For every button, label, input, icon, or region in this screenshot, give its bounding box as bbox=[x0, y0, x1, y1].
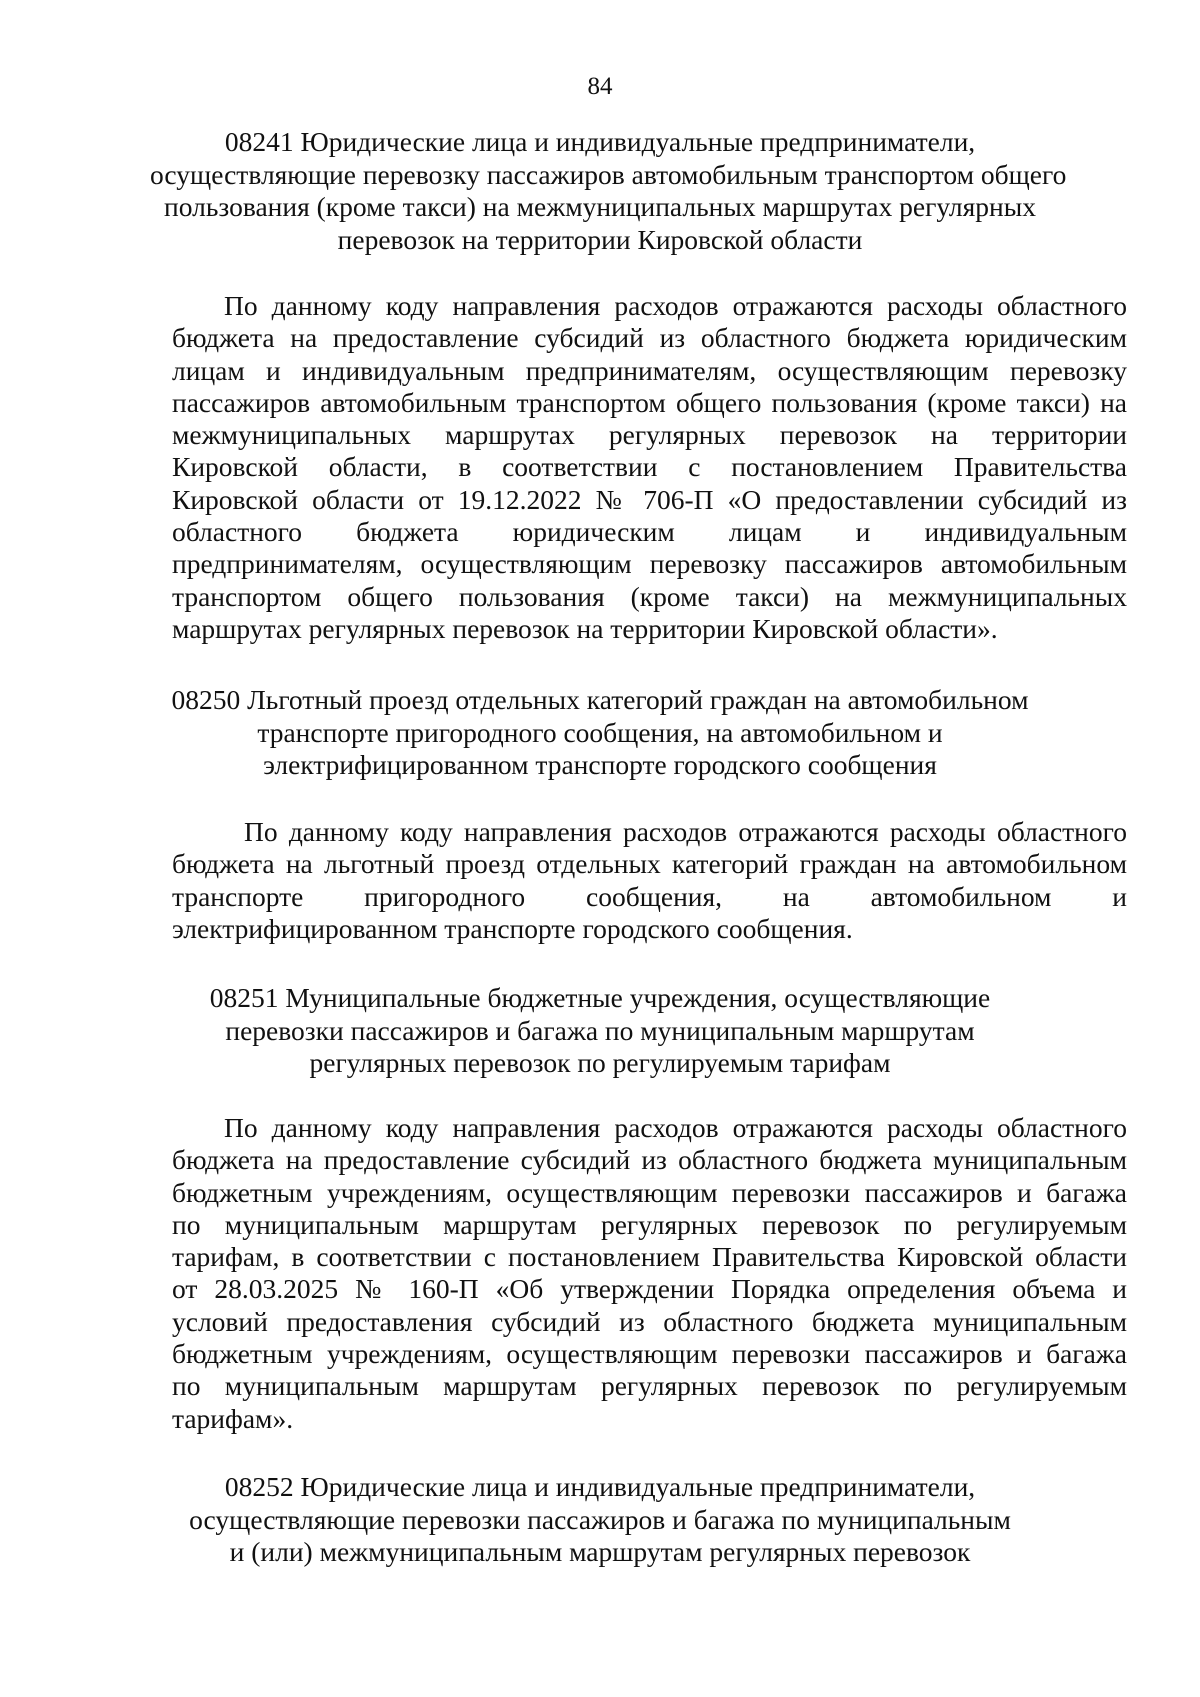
section-heading-08252 bbox=[150, 1471, 1050, 1569]
paragraph-line: по муниципальным маршрутам регулярных перевозок по регулируемым bbox=[172, 1208, 1127, 1240]
paragraph-line: электрифицированном транспорте городского сообщения. bbox=[172, 912, 853, 944]
heading-line: перевозки пассажиров и багажа по муниципальным маршрутам bbox=[225, 1014, 975, 1046]
paragraph-line: пассажиров автомобильным транспортом общего пользования (кроме такси) на bbox=[172, 386, 1127, 418]
paragraph-line: тарифам, в соответствии с постановлением Правительства Кировской области bbox=[172, 1241, 1127, 1273]
section-paragraph-08251 bbox=[172, 1112, 1127, 1435]
paragraph-line: бюджетным учреждениям, осуществляющим перевозки пассажиров и багажа bbox=[172, 1176, 1127, 1208]
heading-line: осуществляющие перевозку пассажиров автомобильным транспортом общего bbox=[150, 158, 1067, 190]
paragraph-line: Кировской области, в соответствии с постановлением Правительства bbox=[172, 451, 1127, 483]
section-heading-08251 bbox=[150, 982, 1050, 1080]
heading-line: и (или) межмуниципальным маршрутам регулярных перевозок bbox=[229, 1536, 971, 1567]
paragraph-line: межмуниципальных маршрутах регулярных перевозок на территории bbox=[172, 419, 1127, 451]
heading-line: перевозок на территории Кировской области bbox=[337, 223, 863, 255]
paragraph-line: маршрутах регулярных перевозок на территории Кировской области». bbox=[172, 612, 998, 644]
paragraph-line: транспортом общего пользования (кроме такси) на межмуниципальных bbox=[172, 580, 1127, 612]
heading-line: пользования (кроме такси) на межмуниципальных маршрутах регулярных bbox=[164, 191, 1036, 222]
paragraph-line: бюджетным учреждениям, осуществляющим перевозки пассажиров и багажа bbox=[172, 1338, 1127, 1370]
paragraph-line: транспорте пригородного сообщения, на автомобильном и bbox=[172, 880, 1127, 912]
paragraph-line: предпринимателям, осуществляющим перевозку пассажиров автомобильным bbox=[172, 548, 1127, 580]
heading-line: 08251 Муниципальные бюджетные учреждения, осуществляющие bbox=[209, 982, 991, 1013]
section-paragraph-08250 bbox=[172, 816, 1127, 945]
section-paragraph-08241 bbox=[172, 290, 1127, 645]
paragraph-line: Кировской области от 19.12.2022 № 706-П «О предоставлении субсидий из bbox=[172, 483, 1127, 515]
heading-line: осуществляющие перевозки пассажиров и багажа по муниципальным bbox=[189, 1503, 1011, 1535]
section-heading-08241 bbox=[150, 126, 1067, 256]
paragraph-line: лицам и индивидуальным предпринимателям, осуществляющим перевозку bbox=[172, 354, 1127, 386]
section-heading-08250 bbox=[150, 684, 1050, 782]
paragraph-line: условий предоставления субсидий из областного бюджета муниципальным bbox=[172, 1305, 1127, 1337]
paragraph-line: По данному коду направления расходов отражаются расходы областного bbox=[224, 1112, 1127, 1143]
heading-line: электрифицированном транспорте городского сообщения bbox=[263, 749, 937, 780]
heading-line: 08252 Юридические лица и индивидуальные предприниматели, bbox=[224, 1471, 976, 1502]
paragraph-line: по муниципальным маршрутам регулярных перевозок по регулируемым bbox=[172, 1370, 1127, 1402]
page-number: 84 bbox=[587, 73, 613, 100]
paragraph-line: бюджета на льготный проезд отдельных категорий граждан на автомобильном bbox=[172, 848, 1127, 880]
paragraph-line: По данному коду направления расходов отражаются расходы областного bbox=[244, 816, 1127, 847]
paragraph-line: По данному коду направления расходов отражаются расходы областного bbox=[224, 290, 1127, 321]
paragraph-line: областного бюджета юридическим лицам и индивидуальным bbox=[172, 516, 1127, 548]
heading-line: регулярных перевозок по регулируемым тарифам bbox=[309, 1047, 891, 1078]
paragraph-line: бюджета на предоставление субсидий из областного бюджета муниципальным bbox=[172, 1144, 1127, 1176]
heading-line: транспорте пригородного сообщения, на автомобильном и bbox=[257, 716, 943, 748]
heading-line: 08250 Льготный проезд отдельных категорий граждан на автомобильном bbox=[171, 684, 1029, 715]
heading-line: 08241 Юридические лица и индивидуальные предприниматели, bbox=[224, 126, 976, 157]
paragraph-line: бюджета на предоставление субсидий из областного бюджета юридическим bbox=[172, 322, 1127, 354]
paragraph-line: тарифам». bbox=[172, 1402, 294, 1434]
paragraph-line: от 28.03.2025 № 160-П «Об утверждении Порядка определения объема и bbox=[172, 1273, 1127, 1305]
